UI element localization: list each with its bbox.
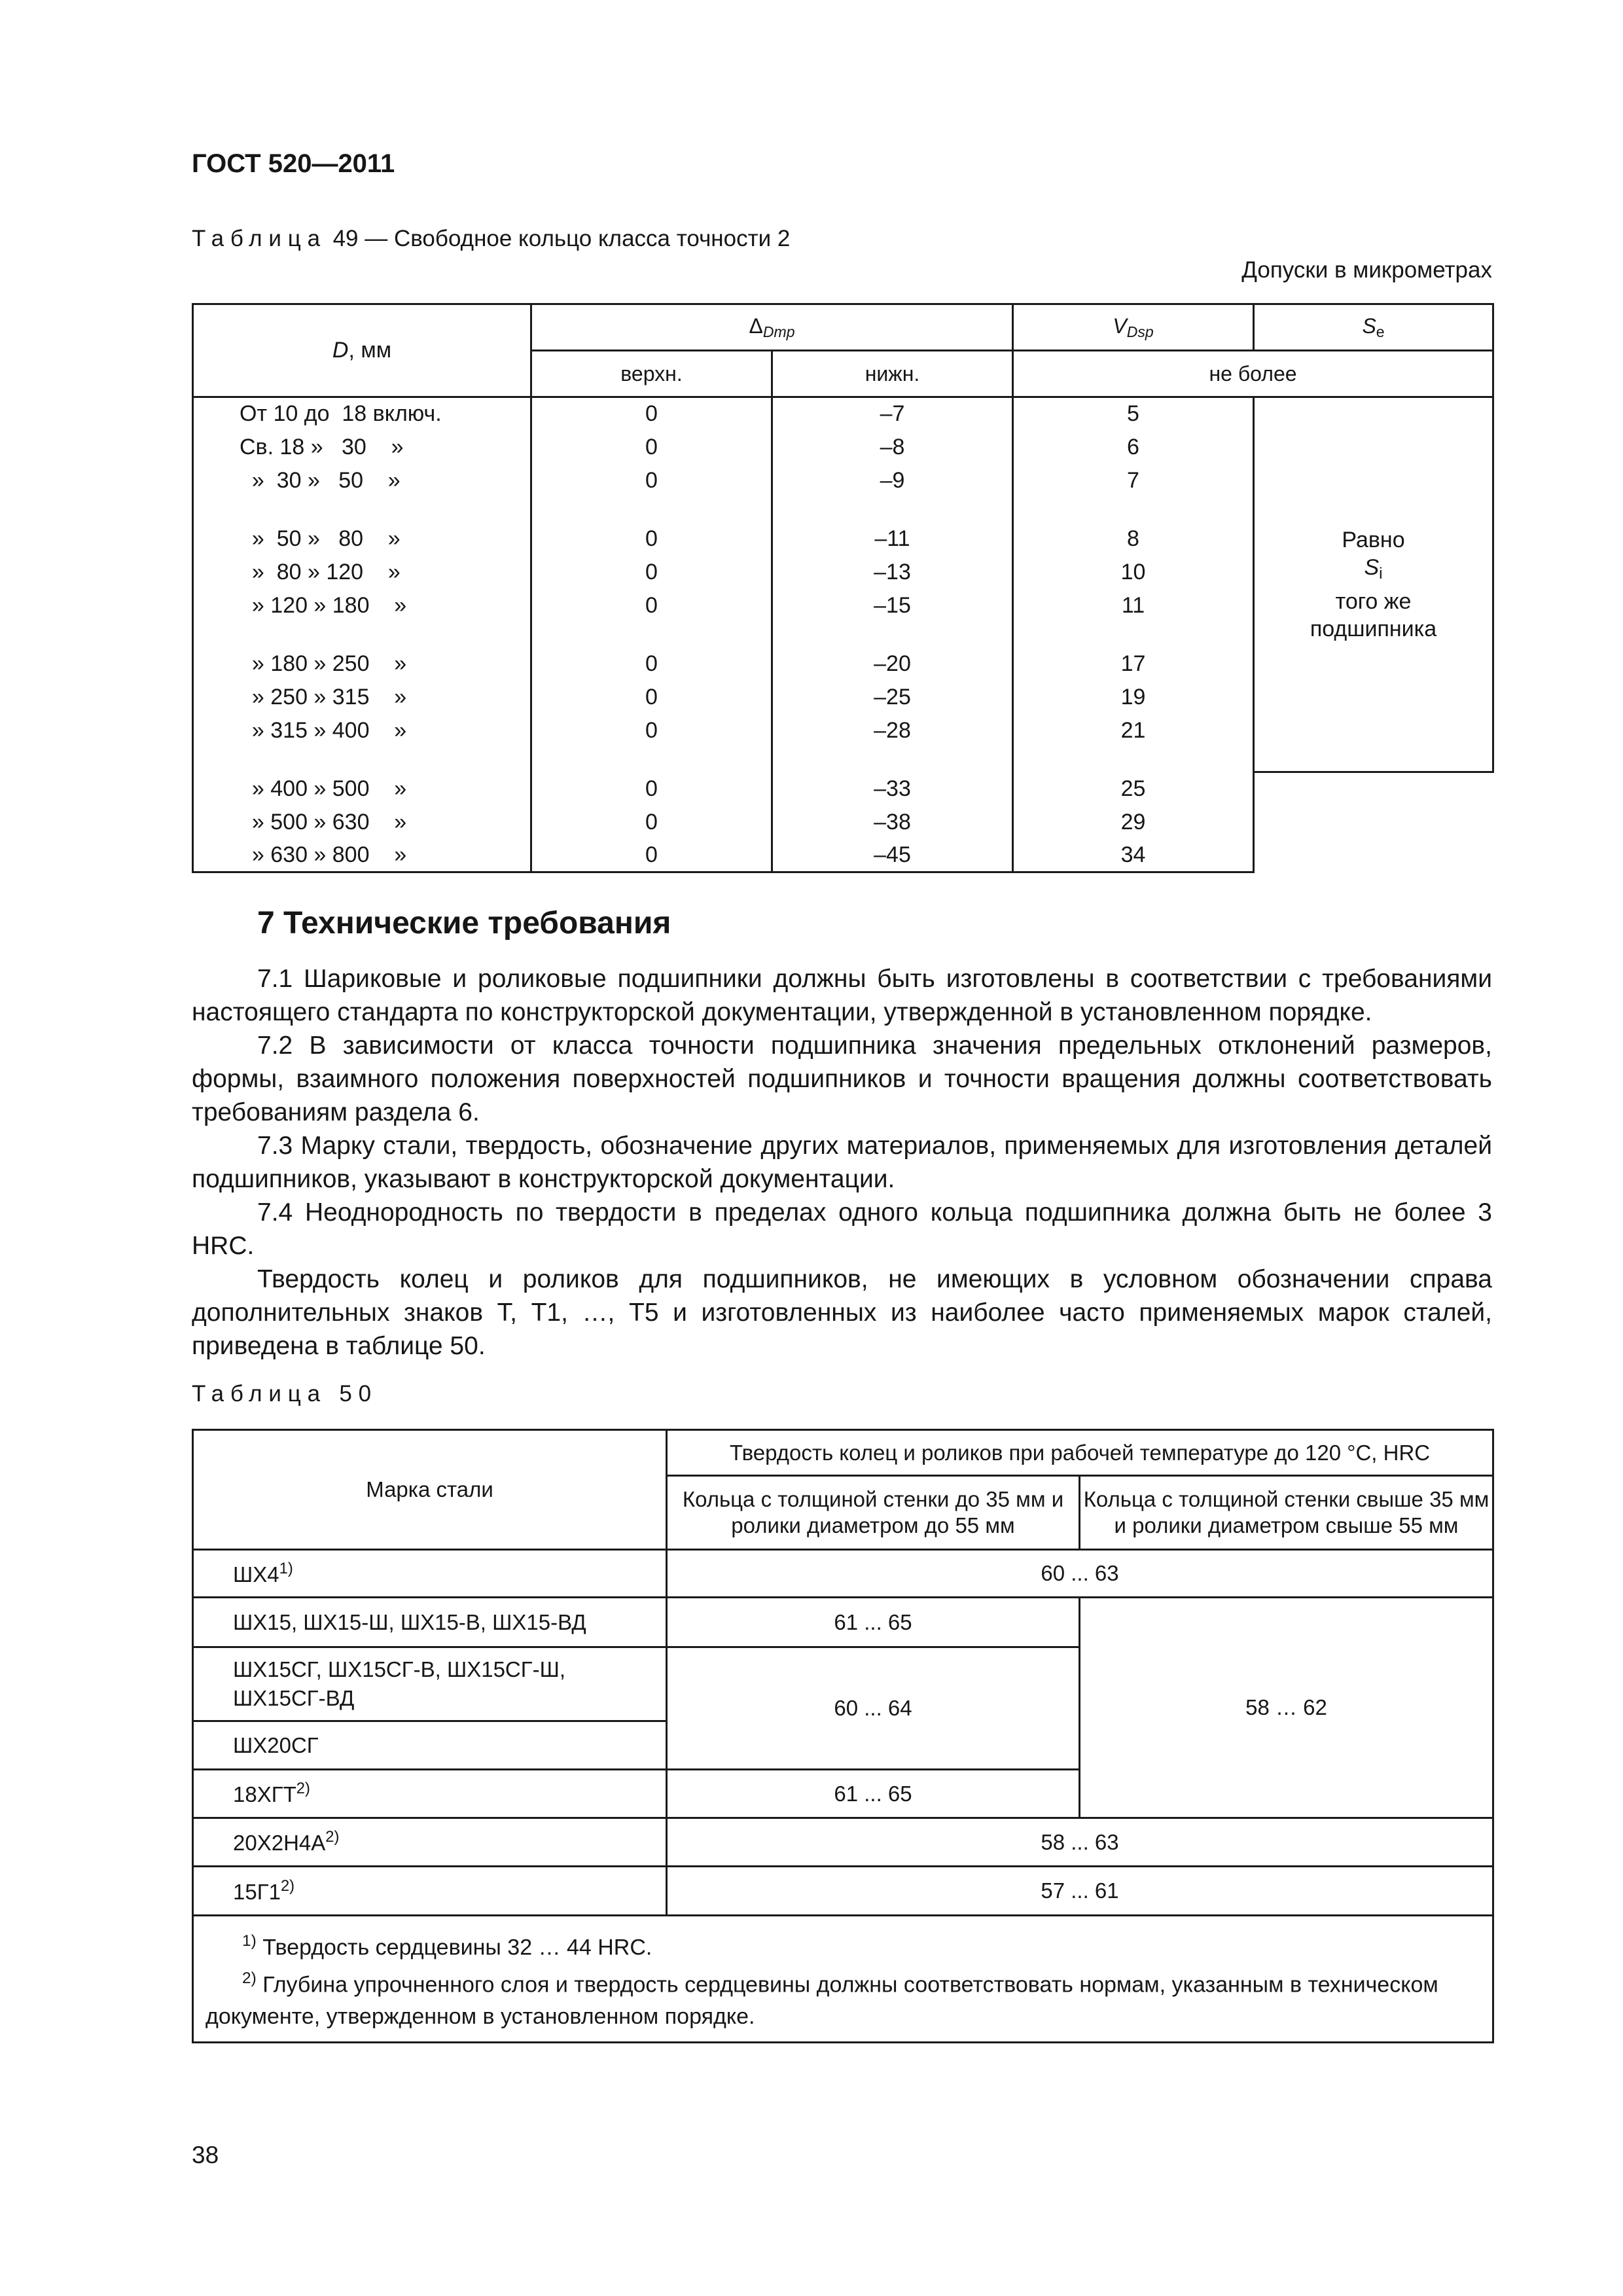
upper-deviation: 0 [531,431,772,464]
gap-cell [772,622,1013,647]
table-50 [192,1429,1494,2043]
upper-deviation: 0 [531,397,772,431]
lower-deviation: –11 [772,522,1013,556]
paragraph-hardness: Твердость колец и роликов для подшипников, не имеющих в условном обозначении справа дополнительных знаков Т, Т1, …, Т5 и изготовленных из наиболее часто применяемых марок сталей, приведена в таблице 50. [192,1265,1492,1360]
lower-deviation: –38 [772,806,1013,839]
diameter-range: Св. 18 » 30 » [193,431,531,464]
hardness-value-merged: 58 … 62 [1080,1598,1493,1818]
col-header-v: $V_{Dsp}$ [1013,304,1254,351]
hardness-value: 60 ... 63 [667,1550,1493,1598]
upper-deviation: 0 [531,714,772,747]
diameter-range: » 180 » 250 » [193,647,531,681]
se-note-line: подшипника [1310,617,1437,642]
diameter-range: » 400 » 500 » [193,772,531,806]
col-header-max: не более [1013,351,1493,397]
steel-grade: ШХ20СГ [193,1721,667,1770]
table-row [193,1818,1493,1867]
page-number: 38 [192,2142,219,2168]
paragraph-7-4: 7.4 Неоднородность по твердости в пределах одного кольца подшипника должна быть не более 3 HRC. [192,1198,1492,1260]
steel-grade: $20Х2Н4А^{2)}$ [193,1818,667,1867]
lower-deviation: –7 [772,397,1013,431]
lower-deviation: –25 [772,681,1013,714]
table-footnotes [193,1916,1493,2043]
hardness-value: 58 ... 63 [667,1818,1493,1867]
paragraph-7-3: 7.3 Марку стали, твердость, обозначение других материалов, применяемых для изготовления деталей подшипников, указывают в конструкторской документации. [192,1132,1492,1193]
gap-cell [1013,622,1254,647]
col-header-dmp: $\Delta_{Dmp}$ [531,304,1013,351]
upper-deviation: 0 [531,522,772,556]
col-header-lower: нижн. [772,351,1013,397]
gap-cell [531,747,772,772]
v-dsp-value: 11 [1013,589,1254,622]
section-title: 7 Технические требования [257,906,671,941]
col-header-hardness: Твердость колец и роликов при рабочей температуре до 120 °С, HRC [667,1430,1493,1476]
upper-deviation: 0 [531,681,772,714]
v-dsp-value: 7 [1013,464,1254,497]
col-header-thin: Кольца с толщиной стенки до 35 мм и ролики диаметром до 55 мм [667,1476,1080,1550]
steel-grade: 18ХГТ$^{2)}$ [193,1770,667,1818]
table-50-caption: Таблица 50 [192,1381,378,1407]
se-note-symbol: $S_i$ [1364,554,1383,583]
gap-cell [772,497,1013,522]
lower-deviation: –45 [772,839,1013,872]
col-header-steel: Марка стали [193,1430,667,1550]
steel-grade: ШХ15СГ, ШХ15СГ-В, ШХ15СГ-Ш, ШХ15СГ-ВД [193,1647,667,1721]
lower-deviation: –8 [772,431,1013,464]
col-header-d: D, мм [193,304,531,397]
v-dsp-value: 5 [1013,397,1254,431]
hardness-value: 61 ... 65 [667,1598,1080,1647]
col-header-thick: Кольца с толщиной стенки свыше 35 мм и ролики диаметром свыше 55 мм [1080,1476,1493,1550]
se-note [1254,397,1493,772]
document-header: ГОСТ 520—2011 [192,149,395,178]
v-dsp-value: 21 [1013,714,1254,747]
v-dsp-value: 8 [1013,522,1254,556]
footnote-2: $^{2)}$ Глубина упрочненного слоя и твердость сердцевины должны соответствовать нормам, указанным в техническом документе, утвержденном в установленном порядке. [205,1969,1438,2029]
table-row [193,1550,1493,1598]
v-dsp-value: 29 [1013,806,1254,839]
lower-deviation: –9 [772,464,1013,497]
upper-deviation: 0 [531,839,772,872]
upper-deviation: 0 [531,589,772,622]
diameter-range: » 120 » 180 » [193,589,531,622]
lower-deviation: –13 [772,556,1013,589]
table-row [193,772,1493,806]
v-dsp-value: 19 [1013,681,1254,714]
paragraph-7-2: 7.2 В зависимости от класса точности подшипника значения предельных отклонений размеров, формы, взаимного положения поверхностей подшипников и точности вращения должны соответствовать требованиям раздела 6. [192,1031,1492,1126]
steel-grade: ШХ15, ШХ15-Ш, ШХ15-В, ШХ15-ВД [193,1598,667,1647]
table-49 [192,303,1494,873]
table-row [193,1598,1493,1647]
col-header-s: $S_e$ [1254,304,1493,351]
gap-cell [193,747,531,772]
diameter-range: » 250 » 315 » [193,681,531,714]
gap-cell [531,622,772,647]
col-header-upper: верхн. [531,351,772,397]
diameter-range: » 315 » 400 » [193,714,531,747]
table-row [193,839,1493,872]
gap-cell [531,497,772,522]
v-dsp-value: 34 [1013,839,1254,872]
diameter-range: От 10 до 18 включ. [193,397,531,431]
gap-cell [1013,497,1254,522]
upper-deviation: 0 [531,647,772,681]
diameter-range: » 80 » 120 » [193,556,531,589]
lower-deviation: –28 [772,714,1013,747]
v-dsp-value: 25 [1013,772,1254,806]
steel-grade: ШХ4$^{1)}$ [193,1550,667,1598]
se-note-line: того же [1335,589,1412,615]
upper-deviation: 0 [531,464,772,497]
gap-cell [193,497,531,522]
steel-grade: 15Г1$^{2)}$ [193,1867,667,1916]
upper-deviation: 0 [531,806,772,839]
footnote-1: $^{1)}$ Твердость сердцевины 32 … 44 HRC. [242,1932,652,1960]
table-49-caption: Таблица 49 — Свободное кольцо класса точности 2 [192,226,791,251]
diameter-range: » 630 » 800 » [193,839,531,872]
hardness-value: 57 ... 61 [667,1867,1493,1916]
table-49-units: Допуски в микрометрах [1241,257,1492,283]
table-row [193,397,1493,431]
v-dsp-value: 17 [1013,647,1254,681]
lower-deviation: –33 [772,772,1013,806]
lower-deviation: –15 [772,589,1013,622]
lower-deviation: –20 [772,647,1013,681]
v-dsp-value: 10 [1013,556,1254,589]
diameter-range: » 50 » 80 » [193,522,531,556]
hardness-value: 60 ... 64 [667,1647,1080,1770]
table-row [193,1867,1493,1916]
v-dsp-value: 6 [1013,431,1254,464]
se-note-line: Равно [1342,527,1405,552]
table-row [193,806,1493,839]
paragraph-7-1: 7.1 Шариковые и роликовые подшипники должны быть изготовлены в соответствии с требованиями настоящего стандарта по конструкторской документации, утвержденной в установленном порядке. [192,965,1492,1026]
gap-cell [193,622,531,647]
gap-cell [772,747,1013,772]
diameter-range: » 30 » 50 » [193,464,531,497]
diameter-range: » 500 » 630 » [193,806,531,839]
upper-deviation: 0 [531,772,772,806]
gap-cell [1013,747,1254,772]
hardness-value: 61 ... 65 [667,1770,1080,1818]
upper-deviation: 0 [531,556,772,589]
